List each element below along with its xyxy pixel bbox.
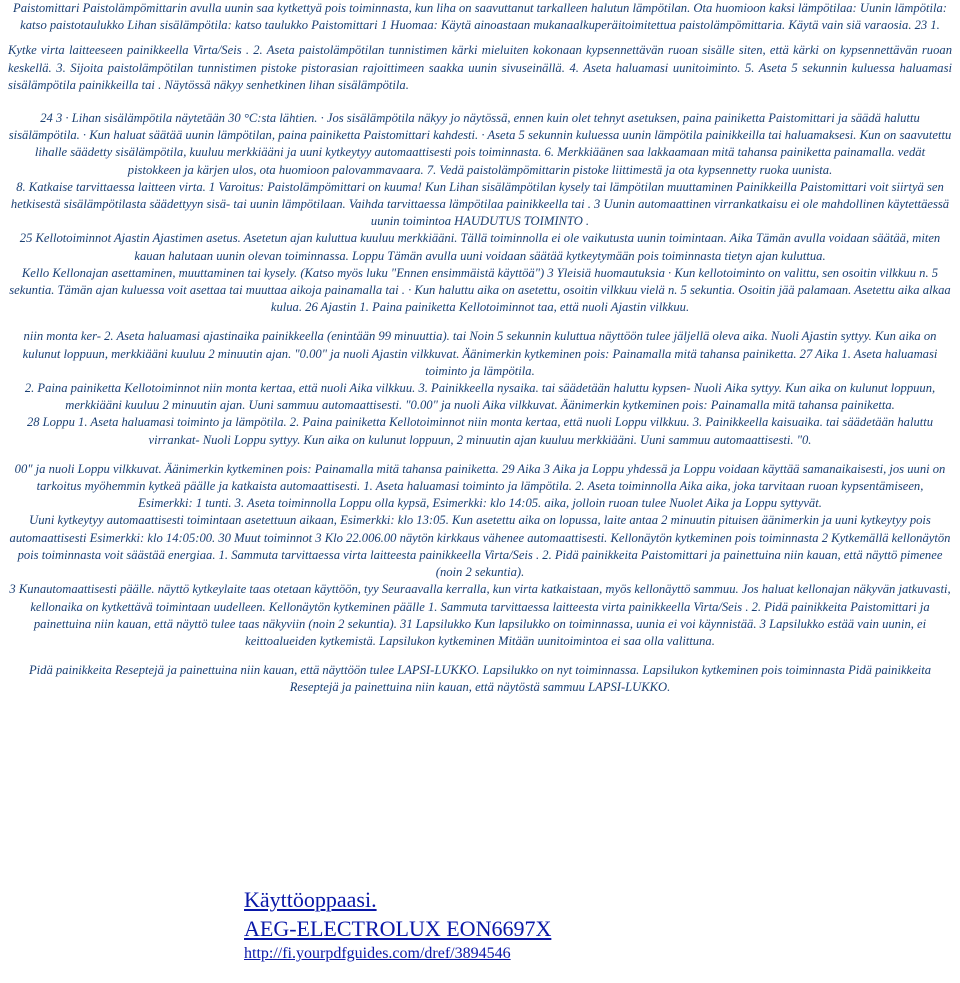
paragraph-lapsilukko: 3 Kunautomaattisesti päälle. näyttö kytkeylaite taas otetaan käyttöön, tyy Seuraavalla kerralla, kun virta katkaistaan, myös kellonäyttö sammuu. Jos haluat kellonajan näkyvän jatkuvasti, kellonaika on kytkettävä toimintaan uudelleen. Kellonäytön kytkeminen päälle 1. Sammuta tarvittaessa laitteesta virta painikkeella Virta/Seis . 2. Pidä painikkeita Paistomittari ja painettuina niin kauan, että näyttö tulee taas näkyviin (noin 2 sekuntia). 31 Lapsilukko Kun lapsilukko on toiminnassa, uunia ei voi käynnistää. 3 Lapsilukko estää vain uunin, ei keittoalueiden kytkemistä. Lapsilukon kytkeminen Mitään uunitoimintoa ei saa olla valittuna. xyxy=(9,582,951,648)
paragraph-aika: 2. Paina painiketta Kellotoiminnot niin monta kertaa, että nuoli Aika vilkkuu. 3. Painikkeella nysaika. tai säädetään haluttu kypsen- Nuoli Aika syttyy. Kun aika on kulunut loppuun, merkkiääni kuuluu 2 minuutin ajan. Uuni sammuu automaattisesti. "0.00" ja nuoli Aika vilkkuvat. Äänimerkin kytkeminen pois: Painamalla mitä tahansa painiketta. xyxy=(24,381,936,413)
paragraph-automaattinen-kytkeytyminen: Uuni kytkeytyy automaattisesti toimintaan asetettuun aikaan, Esimerkki: klo 13:05. Kun asetettu aika on lopussa, laite antaa 2 minuutin pituisen äänimerkin ja uuni kytkeytyy pois automaattisesti Esimerkki: klo 14:05:00. 30 Muut toiminnot 3 Klo 22.006.00 näytön kirkkaus vähenee automaattisesti. Kellonäytön kytkeminen pois toiminnasta 2 Kytkemällä kellonäytön pois toiminnasta voit säästää energiaa. 1. Sammuta tarvittaessa virta laitteesta painikkeella Virta/Seis . 2. Pidä painikkeita Paistomittari ja painettuina niin kauan, että näyttö pimenee (noin 2 sekuntia). xyxy=(9,513,951,580)
paragraph-lihan-sisalampotila: 24 3 · Lihan sisälämpötila näytetään 30 °C:sta lähtien. · Jos sisälämpötila näkyy jo näytössä, ennen kuin olet tehnyt asetuksen, paina painiketta Paistomittari ja säädä haluttu sisälämpötila. · Kun haluat säätää uunin lämpötilan, paina painiketta Paistomittari kahdesti. · Aseta 5 sekunnin kuluessa uunin lämpötila painikkeilla tai haluamaksesi. Kun on saavutettu lihalle säädetty sisälämpötila, kuuluu merkkiääni ja uuni kytkeytyy automaattisesti pois toiminnasta. 6. Merkkiäänen saa lakkaamaan mitä tahansa painiketta painamalla. vedät pistokkeen ja kärjen ulos, ota huomioon palovammavaara. 7. Vedä paistolämpömittarin pistoke liittimestä ja ota kypsennetty ruoka uunista. xyxy=(8,111,952,177)
paragraph-kytke-virta: Kytke virta laitteeseen painikkeella Virta/Seis . 2. Aseta paistolämpötilan tunnistimen kärki mieluiten kokonaan kypsennettävän ruoan sisälle siten, että kärki on kypsennettävän ruoan keskellä. 3. Sijoita paistolämpötilan tunnistimen pistoke pistorasian rajoittimeen saakka uunin sivuseinällä. 4. Aseta haluamasi uunitoiminto. 5. Aseta 5 sekunnin kuluessa haluamasi sisälämpötila painikkeilla tai . Näytössä näkyy senhetkinen lihan sisälämpötila. xyxy=(8,43,952,92)
paragraph-kellotoiminnot: 25 Kellotoiminnot Ajastin Ajastimen asetus. Asetetun ajan kuluttua kuuluu merkkiääni. Tällä toiminnolla ei ole vaikutusta uunin toimintaan. Aika Tämän avulla voidaan säätää, miten kauan halutaan uunin olevan toiminnassa. Loppu Tämän avulla uuni voidaan säätää kytkeytymään pois toiminnasta tietyn ajan kuluttua. xyxy=(19,231,941,263)
footer-links xyxy=(244,885,944,965)
paragraph-paistomittari-intro: Paistomittari Paistolämpömittarin avulla uunin saa kytkettyä pois toiminnasta, kun liha on saavuttanut tarkalleen halutun lämpötilan. Ota huomioon kaksi lämpötilaa: Uunin lämpötila: katso paistotaulukko Lihan sisälämpötila: katso taulukko Paistomittari 1 Huomaa: Käytä ainoastaan mukanaalkuperäitoimitettua paistolämpömittaria. Käytä vain siä varaosia. 23 1. xyxy=(13,1,947,33)
model-link[interactable]: AEG-ELECTROLUX EON6697X xyxy=(244,916,552,941)
paragraph-kello: Kello Kellonajan asettaminen, muuttaminen tai kysely. (Katso myös luku "Ennen ensimmäistä käyttöä") 3 Yleisiä huomautuksia · Kun kellotoiminto on valittu, sen osoitin vilkkuu n. 5 sekuntia. Tämän ajan kuluessa voit asettaa tai muuttaa aikoja painamalla tai . · Kun haluttu aika on asetettu, osoitin vilkkuu vielä n. 5 sekuntia. Osoitin jää palamaan. Asetettu aika alkaa kulua. 26 Ajastin 1. Paina painiketta Kellotoiminnot taa, että nuoli Ajastin vilkkuu. xyxy=(9,265,951,315)
paragraph-lapsilukko-pois: Pidä painikkeita Reseptejä ja painettuina niin kauan, että näyttöön tulee LAPSI-LUKKO. Lapsilukko on nyt toiminnassa. Lapsilukon kytkeminen pois toiminnasta Pidä painikkeita Reseptejä ja painettuina niin kauan, että näytöstä sammuu LAPSI-LUKKO. xyxy=(28,663,932,695)
paragraph-ajastin: niin monta ker- 2. Aseta haluamasi ajastinaika painikkeella (enintään 99 minuuttia). tai Noin 5 sekunnin kuluttua näyttöön tulee jäljellä oleva aika. Nuoli Ajastin syttyy. Kun aika on kulunut loppuun, merkkiääni kuuluu 2 minuutin ajan. "0.00" ja nuoli Ajastin vilkkuvat. Äänimerkin kytkeminen pois: Painamalla mitä tahansa painiketta. 27 Aika 1. Aseta haluamasi toiminto ja lämpötila. xyxy=(22,329,938,378)
paragraph-aika-ja-loppu: 00" ja nuoli Loppu vilkkuvat. Äänimerkin kytkeminen pois: Painamalla mitä tahansa painiketta. 29 Aika 3 Aika ja Loppu yhdessä ja Loppu voidaan käyttää samanaikaisesti, jos uuni on tarkoitus myöhemmin kytkeä päälle ja katkaista automaattisesti. 1. Aseta haluamasi toiminto ja lämpötila. 2. Aseta toiminnolla Aika aika, joka tarvitaan ruoan kypsentämiseen, Esimerkki: 1 tunti. 3. Aseta toiminnolla Loppu olla kypsä, Esimerkki: klo 14:05. aika, jolloin ruoan tulee Nuolet Aika ja Loppu syttyvät. xyxy=(14,461,946,511)
paragraph-loppu: 28 Loppu 1. Aseta haluamasi toiminto ja lämpötila. 2. Paina painiketta Kellotoiminnot niin monta kertaa, että nuoli Loppu vilkkuu. 3. Painikkeella kaisuaika. tai säädetään haluttu virrankat- Nuoli Loppu syttyy. Kun aika on kulunut loppuun, 2 minuutin ajan kuuluu merkkiääni. Uuni sammuu automaattisesti. "0. xyxy=(26,415,934,447)
guide-title-link[interactable]: Käyttöoppaasi. xyxy=(244,887,377,912)
paragraph-varoitus: 8. Katkaise tarvittaessa laitteen virta. 1 Varoitus: Paistolämpömittari on kuuma! Kun Lihan sisälämpötilan kysely tai lämpötilan muuttaminen Painikkeilla Paistomittari voit siirtyä sen hetkisestä sisälämpötilasta säädettyyn sisä- tai uunin lämpötilaan. Vaihda tarvittaessa lämpötilaa painikkeella tai . 3 Uunin automaattinen virrankatkaisu ei ole mahdollinen käytettäessä uunin toimintoa HAUDUTUS TOIMINTO . xyxy=(10,179,950,229)
guide-url-link[interactable]: http://fi.yourpdfguides.com/dref/3894546 xyxy=(244,945,511,962)
